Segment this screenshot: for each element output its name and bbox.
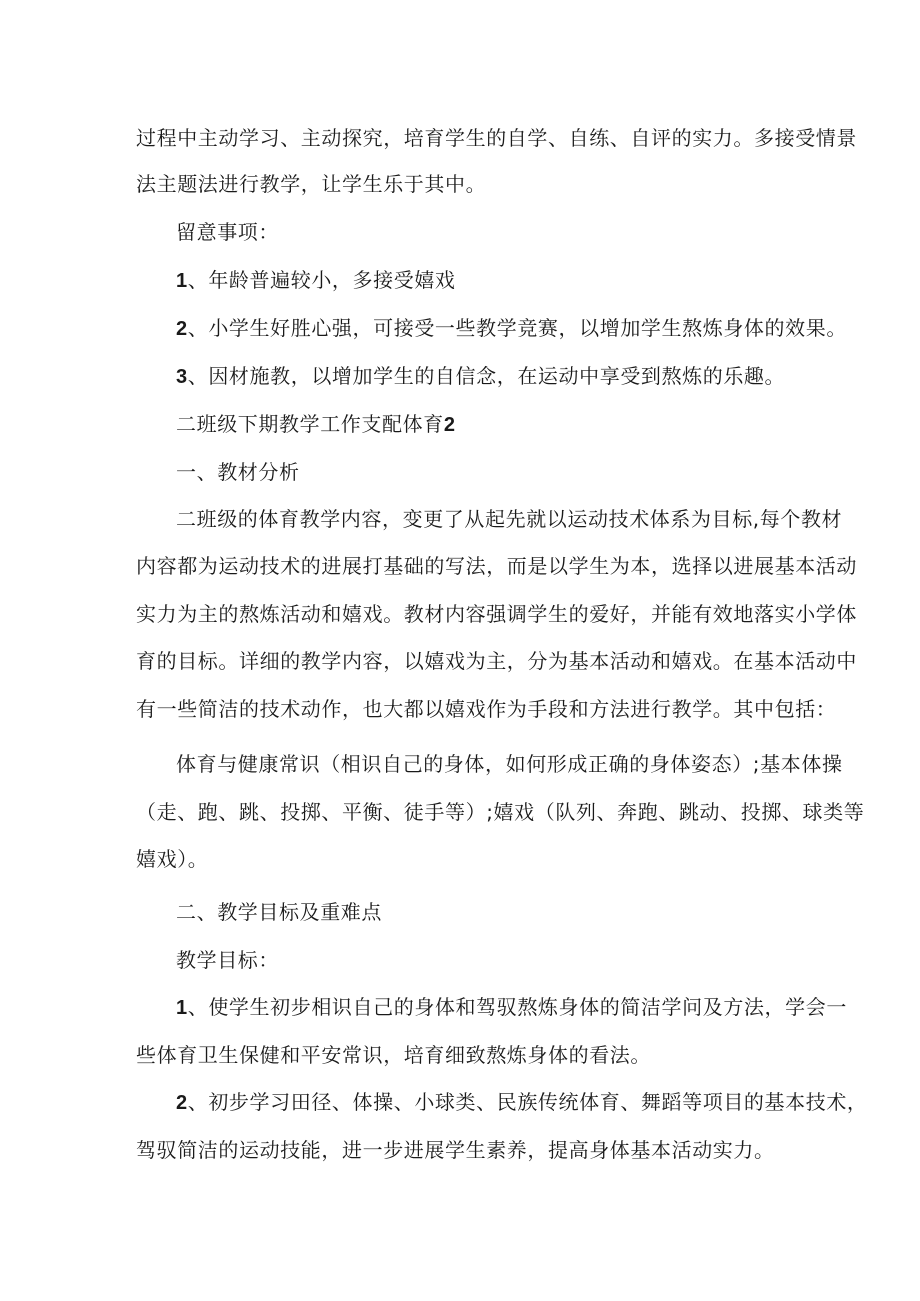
section-heading-materials xyxy=(0,458,920,486)
text-line: 二班级的体育教学内容，变更了从起先就以运动技术体系为目标,每个教材 xyxy=(176,507,843,531)
text-line: 育的目标。详细的教学内容，以嬉戏为主，分为基本活动和嬉戏。在基本活动中 xyxy=(136,649,857,673)
list-item xyxy=(0,1088,920,1117)
paragraph-line xyxy=(0,170,920,198)
section-heading-notes xyxy=(0,218,920,246)
text-line: 嬉戏）。 xyxy=(136,847,209,871)
paragraph-line xyxy=(0,600,920,628)
paragraph-line xyxy=(0,505,920,533)
text-line: 教学目标： xyxy=(176,948,279,972)
paragraph-line xyxy=(0,695,920,723)
paragraph-line xyxy=(0,798,920,826)
document-title xyxy=(0,410,920,439)
text-line: 过程中主动学习、主动探究，培育学生的自学、自练、自评的实力。多接受情景 xyxy=(136,126,857,150)
text-line: 、年龄普遍较小，多接受嬉戏 xyxy=(187,268,456,292)
text-line: 法主题法进行教学，让学生乐于其中。 xyxy=(136,172,487,196)
paragraph-line xyxy=(0,845,920,873)
text-line: 、初步学习田径、体操、小球类、民族传统体育、舞蹈等项目的基本技术， xyxy=(187,1090,868,1114)
text-line: 、小学生好胜心强，可接受一些教学竞赛，以增加学生熬炼身体的效果。 xyxy=(187,316,847,340)
text-line: （走、跑、跳、投掷、平衡、徒手等）;嬉戏（队列、奔跑、跳动、投掷、球类等 xyxy=(136,800,865,824)
list-item xyxy=(0,993,920,1022)
subheading-teaching-goals xyxy=(0,946,920,974)
text-line: 留意事项： xyxy=(176,220,279,244)
text-line: 内容都为运动技术的进展打基础的写法，而是以学生为本，选择以进展基本活动 xyxy=(136,554,857,578)
list-number: 3 xyxy=(176,366,188,388)
list-number: 1 xyxy=(176,270,188,292)
section-heading-goals xyxy=(0,898,920,926)
list-item xyxy=(0,266,920,295)
paragraph-line xyxy=(0,1041,920,1069)
paragraph-line xyxy=(0,647,920,675)
text-line: 些体育卫生保健和平安常识，培育细致熬炼身体的看法。 xyxy=(136,1043,651,1067)
list-item xyxy=(0,314,920,343)
list-number: 1 xyxy=(176,997,188,1019)
text-line: 有一些简洁的技术动作，也大都以嬉戏作为手段和方法进行教学。其中包括： xyxy=(136,697,837,721)
list-number: 2 xyxy=(176,318,188,340)
text-line: 、因材施教，以增加学生的自信念，在运动中享受到熬炼的乐趣。 xyxy=(187,364,786,388)
text-line: 一、教材分析 xyxy=(176,460,300,484)
paragraph-line xyxy=(0,1136,920,1164)
text-line: 二、教学目标及重难点 xyxy=(176,900,382,924)
text-line: 、使学生初步相识自己的身体和驾驭熬炼身体的简洁学问及方法，学会一 xyxy=(187,995,847,1019)
paragraph-line xyxy=(0,552,920,580)
list-number: 2 xyxy=(176,1092,188,1114)
text-line: 驾驭简洁的运动技能，进一步进展学生素养，提高身体基本活动实力。 xyxy=(136,1138,775,1162)
title-number: 2 xyxy=(443,414,456,436)
text-line: 体育与健康常识（相识自己的身体，如何形成正确的身体姿态）;基本体操 xyxy=(176,752,843,776)
list-item xyxy=(0,362,920,391)
paragraph-line xyxy=(0,124,920,152)
text-line: 二班级下期教学工作支配体育 xyxy=(176,412,444,436)
text-line: 实力为主的熬炼活动和嬉戏。教材内容强调学生的爱好，并能有效地落实小学体 xyxy=(136,602,857,626)
paragraph-line xyxy=(0,750,920,778)
